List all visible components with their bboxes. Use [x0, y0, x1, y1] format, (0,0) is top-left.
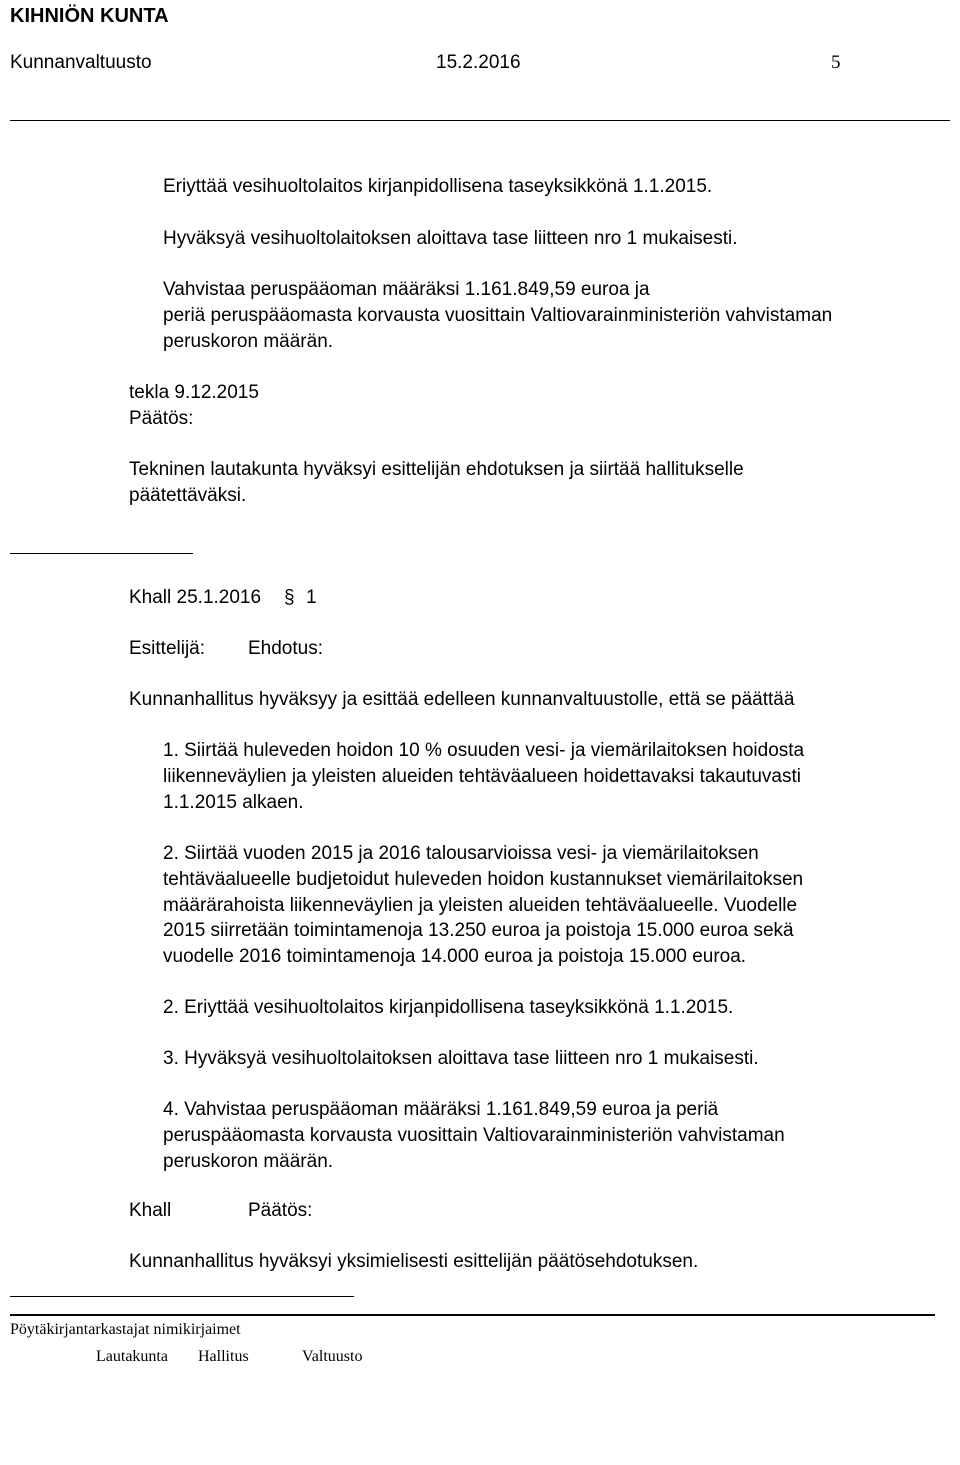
proposal-item-line: 2. Siirtää vuoden 2015 ja 2016 talousarvioissa vesi- ja viemärilaitoksen: [163, 843, 759, 864]
prev-proposal-line: Hyväksyä vesihuoltolaitoksen aloittava tase liitteen nro 1 mukaisesti.: [163, 228, 738, 249]
prev-proposal-line: Vahvistaa peruspääoman määräksi 1.161.849,59 euroa ja: [163, 279, 650, 300]
municipality-name: KIHNIÖN KUNTA: [10, 5, 169, 27]
page-number: 5: [831, 52, 841, 73]
section-number: 1: [306, 587, 317, 608]
proposal-item-line: 4. Vahvistaa peruspääoman määräksi 1.161.849,59 euroa ja periä: [163, 1099, 719, 1120]
proposal-item-line: 1. Siirtää huleveden hoidon 10 % osuuden vesi- ja viemärilaitoksen hoidosta: [163, 740, 805, 761]
proposal-item-line: liikenneväylien ja yleisten alueiden tehtäväalueen hoidettavaksi takautuvasti: [163, 766, 801, 787]
section-mark: §: [284, 587, 295, 608]
decision-label: Päätös:: [248, 1200, 313, 1221]
footer-column-valtuusto: Valtuusto: [302, 1348, 363, 1365]
proposal-intro: Kunnanhallitus hyväksyy ja esittää edelleen kunnanvaltuustolle, että se päättää: [129, 689, 795, 710]
proposal-item-line: peruskoron määrän.: [163, 1151, 334, 1172]
proposal-item-line: tehtäväalueelle budjetoidut huleveden hoidon kustannukset viemärilaitoksen: [163, 869, 804, 890]
proposal-item-line: määrärahoista liikenneväylien ja yleisten alueiden tehtäväalueelle. Vuodelle: [163, 895, 798, 916]
footer-title: Pöytäkirjantarkastajat nimikirjaimet: [10, 1321, 241, 1338]
prev-proposal-line: Eriyttää vesihuoltolaitos kirjanpidollisena taseyksikkönä 1.1.2015.: [163, 176, 713, 197]
prev-proposal-line: periä peruspääomasta korvausta vuosittain Valtiovarainministeriön vahvistaman: [163, 305, 833, 326]
footer-rule: [10, 1314, 935, 1316]
footer-column-lautakunta: Lautakunta: [96, 1348, 168, 1365]
tekla-decision-line: päätettäväksi.: [129, 485, 247, 506]
proposal-item-line: peruspääomasta korvausta vuosittain Valtiovarainministeriön vahvistaman: [163, 1125, 785, 1146]
body-name: Kunnanvaltuusto: [10, 52, 152, 73]
meeting-date: 15.2.2016: [436, 52, 521, 73]
proposal-item-line: 1.1.2015 alkaen.: [163, 792, 304, 813]
footer-column-hallitus: Hallitus: [198, 1348, 249, 1365]
tekla-decision-label: Päätös:: [129, 408, 194, 429]
tekla-decision-line: Tekninen lautakunta hyväksyi esittelijän ehdotuksen ja siirtää hallitukselle: [129, 459, 744, 480]
proposal-item-line: 2015 siirretään toimintamenoja 13.250 euroa ja poistoja 15.000 euroa sekä: [163, 920, 794, 941]
footer-short-rule: [10, 1296, 354, 1297]
khall-header: Khall 25.1.2016: [129, 587, 262, 608]
tekla-header: tekla 9.12.2015: [129, 382, 259, 403]
proposal-item-line: vuodelle 2016 toimintamenoja 14.000 euroa ja poistoja 15.000 euroa.: [163, 946, 747, 967]
section-separator: [10, 553, 193, 554]
decision-text: Kunnanhallitus hyväksyi yksimielisesti esittelijän päätösehdotuksen.: [129, 1251, 699, 1272]
presenter-label: Esittelijä:: [129, 638, 206, 659]
proposal-label: Ehdotus:: [248, 638, 323, 659]
proposal-item-line: 2. Eriyttää vesihuoltolaitos kirjanpidollisena taseyksikkönä 1.1.2015.: [163, 997, 734, 1018]
prev-proposal-line: peruskoron määrän.: [163, 331, 334, 352]
decision-body: Khall: [129, 1200, 172, 1221]
proposal-item-line: 3. Hyväksyä vesihuoltolaitoksen aloittava tase liitteen nro 1 mukaisesti.: [163, 1048, 759, 1069]
header-rule: [10, 120, 950, 121]
